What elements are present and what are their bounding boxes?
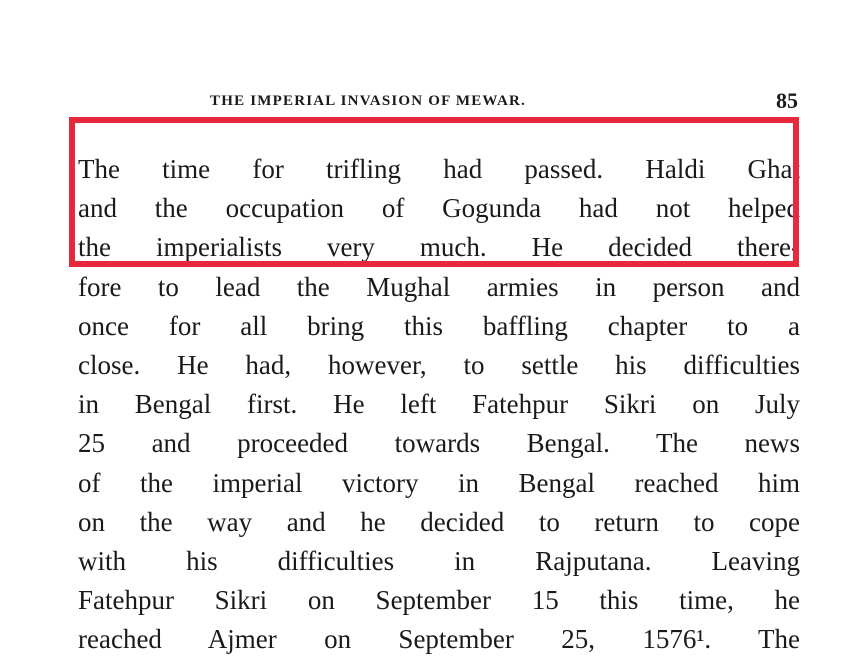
text-line: The time for trifling had passed. Haldi Ghat [78, 154, 800, 184]
running-head [78, 90, 800, 112]
text-line: with his difficulties in Rajputana. Leaving [78, 545, 800, 576]
text-line: in Bengal first. He left Fatehpur Sikri on July [78, 389, 800, 420]
text-line: the imperialists very much. He decided there- [78, 232, 800, 263]
text-line: fore to lead the Mughal armies in person and [78, 271, 800, 302]
text-line: once for all bring this baffling chapter to a [78, 310, 800, 341]
highlight-box [69, 117, 799, 267]
text-line: Fatehpur Sikri on September 15 this time, he [78, 585, 800, 616]
page-number: 85 [776, 88, 798, 113]
text-line: reached Ajmer on September 25, 1576¹. The [78, 624, 800, 655]
text-line: close. He had, however, to settle his difficulties [78, 349, 800, 380]
text-line: on the way and he decided to return to cope [78, 506, 800, 537]
text-line: of the imperial victory in Bengal reached him [78, 467, 800, 498]
text-line: and the occupation of Gogunda had not helped [78, 193, 800, 224]
text-line: 25 and proceeded towards Bengal. The news [78, 428, 800, 459]
running-title: THE IMPERIAL INVASION OF MEWAR. [210, 93, 526, 109]
